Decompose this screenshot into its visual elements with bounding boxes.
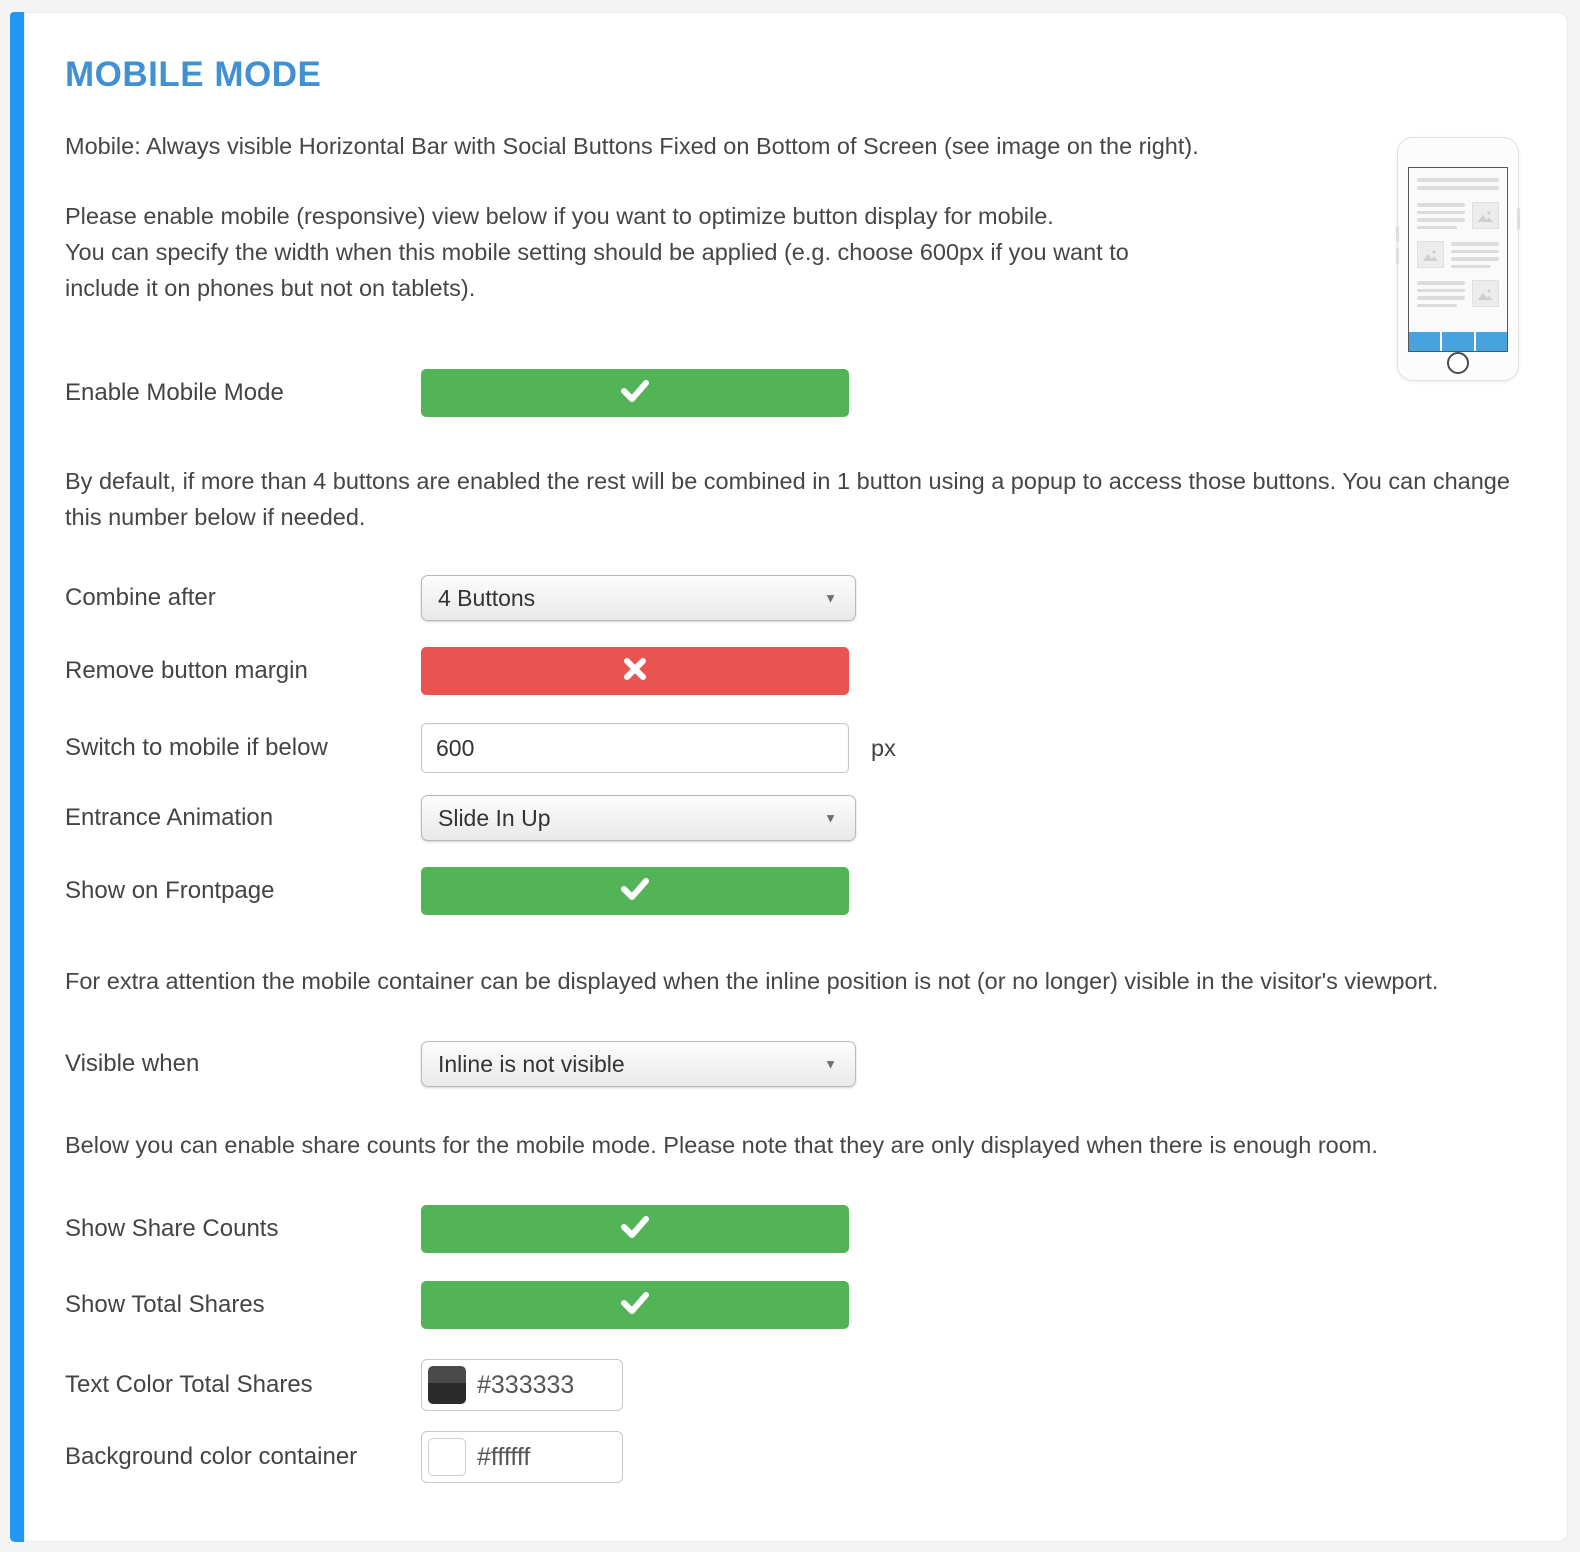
placeholder-section bbox=[1417, 241, 1499, 272]
combine-after-select[interactable] bbox=[421, 575, 856, 621]
color-swatch-white[interactable] bbox=[428, 1438, 466, 1476]
cross-icon bbox=[622, 656, 648, 687]
show-total-shares-label: Show Total Shares bbox=[65, 1291, 265, 1318]
switch-to-mobile-input[interactable] bbox=[421, 723, 849, 773]
image-placeholder-icon bbox=[1417, 241, 1444, 268]
check-icon bbox=[618, 876, 652, 907]
accent-bar bbox=[10, 12, 24, 1542]
mobile-mode-panel bbox=[24, 12, 1568, 1542]
intro-line: You can specify the width when this mobile setting should be applied (e.g. choose 600px if you want to bbox=[65, 239, 1129, 265]
row-entrance-animation bbox=[65, 795, 1527, 841]
phone-side-button bbox=[1396, 226, 1399, 242]
row-enable-mobile-mode bbox=[65, 369, 1527, 417]
chevron-down-icon: ▼ bbox=[824, 810, 837, 826]
check-icon bbox=[618, 1214, 652, 1245]
combine-note: By default, if more than 4 buttons are enabled the rest will be combined in 1 button using a popup to access those buttons. You can change this number below if needed. bbox=[65, 468, 1510, 530]
intro-line: Please enable mobile (responsive) view below if you want to optimize button display for mobile. bbox=[65, 203, 1054, 229]
phone-side-button bbox=[1396, 248, 1399, 264]
row-text-color-total-shares bbox=[65, 1359, 1527, 1411]
text-color-picker[interactable] bbox=[421, 1359, 623, 1411]
phone-social-bar bbox=[1409, 332, 1507, 351]
page-title: MOBILE MODE bbox=[65, 55, 322, 94]
entrance-animation-select[interactable] bbox=[421, 795, 856, 841]
show-share-counts-toggle[interactable] bbox=[421, 1205, 849, 1253]
phone-side-button bbox=[1517, 208, 1520, 230]
phone-home-button bbox=[1447, 352, 1469, 374]
image-placeholder-icon bbox=[1472, 280, 1499, 307]
intro-line: include it on phones but not on tablets). bbox=[65, 275, 476, 301]
check-icon bbox=[618, 378, 652, 409]
background-color-hex: #ffffff bbox=[477, 1442, 531, 1471]
row-switch-to-mobile bbox=[65, 723, 1527, 773]
visible-when-select[interactable] bbox=[421, 1041, 856, 1087]
placeholder-section bbox=[1417, 202, 1499, 233]
intro-paragraph-2 bbox=[65, 198, 1395, 306]
combine-after-value: 4 Buttons bbox=[438, 584, 536, 611]
check-icon bbox=[618, 1290, 652, 1321]
placeholder-heading bbox=[1417, 178, 1499, 190]
visible-when-label: Visible when bbox=[65, 1050, 200, 1077]
show-on-frontpage-toggle[interactable] bbox=[421, 867, 849, 915]
row-combine-after bbox=[65, 575, 1527, 621]
visible-note: For extra attention the mobile container can be displayed when the inline position is not (or no longer) visible in the visitor's viewport. bbox=[65, 968, 1439, 994]
row-show-share-counts bbox=[65, 1205, 1527, 1253]
text-color-total-shares-label: Text Color Total Shares bbox=[65, 1371, 313, 1398]
text-color-hex: #333333 bbox=[477, 1370, 575, 1399]
image-placeholder-icon bbox=[1472, 202, 1499, 229]
entrance-animation-label: Entrance Animation bbox=[65, 804, 274, 831]
row-show-total-shares bbox=[65, 1281, 1527, 1329]
enable-mobile-mode-toggle[interactable] bbox=[421, 369, 849, 417]
chevron-down-icon: ▼ bbox=[824, 590, 837, 606]
phone-illustration bbox=[1397, 137, 1519, 381]
enable-mobile-mode-label: Enable Mobile Mode bbox=[65, 379, 284, 406]
entrance-animation-value: Slide In Up bbox=[438, 804, 551, 831]
row-remove-button-margin bbox=[65, 647, 1527, 695]
chevron-down-icon: ▼ bbox=[824, 1056, 837, 1072]
show-on-frontpage-label: Show on Frontpage bbox=[65, 877, 275, 904]
remove-button-margin-toggle[interactable] bbox=[421, 647, 849, 695]
background-color-picker[interactable] bbox=[421, 1431, 623, 1483]
background-color-container-label: Background color container bbox=[65, 1443, 358, 1470]
row-visible-when bbox=[65, 1041, 1527, 1087]
show-total-shares-toggle[interactable] bbox=[421, 1281, 849, 1329]
remove-button-margin-label: Remove button margin bbox=[65, 657, 308, 684]
row-background-color-container bbox=[65, 1431, 1527, 1483]
combine-after-label: Combine after bbox=[65, 584, 216, 611]
visible-when-value: Inline is not visible bbox=[438, 1050, 625, 1077]
placeholder-section bbox=[1417, 280, 1499, 311]
phone-screen bbox=[1408, 167, 1508, 352]
px-unit-label: px bbox=[871, 734, 896, 761]
row-show-on-frontpage bbox=[65, 867, 1527, 915]
color-swatch-dark[interactable] bbox=[428, 1366, 466, 1404]
counts-note: Below you can enable share counts for the mobile mode. Please note that they are only displayed when there is enough room. bbox=[65, 1132, 1378, 1158]
intro-paragraph-1: Mobile: Always visible Horizontal Bar with Social Buttons Fixed on Bottom of Screen (see image on the right). bbox=[65, 133, 1199, 159]
show-share-counts-label: Show Share Counts bbox=[65, 1215, 279, 1242]
switch-to-mobile-label: Switch to mobile if below bbox=[65, 734, 328, 761]
